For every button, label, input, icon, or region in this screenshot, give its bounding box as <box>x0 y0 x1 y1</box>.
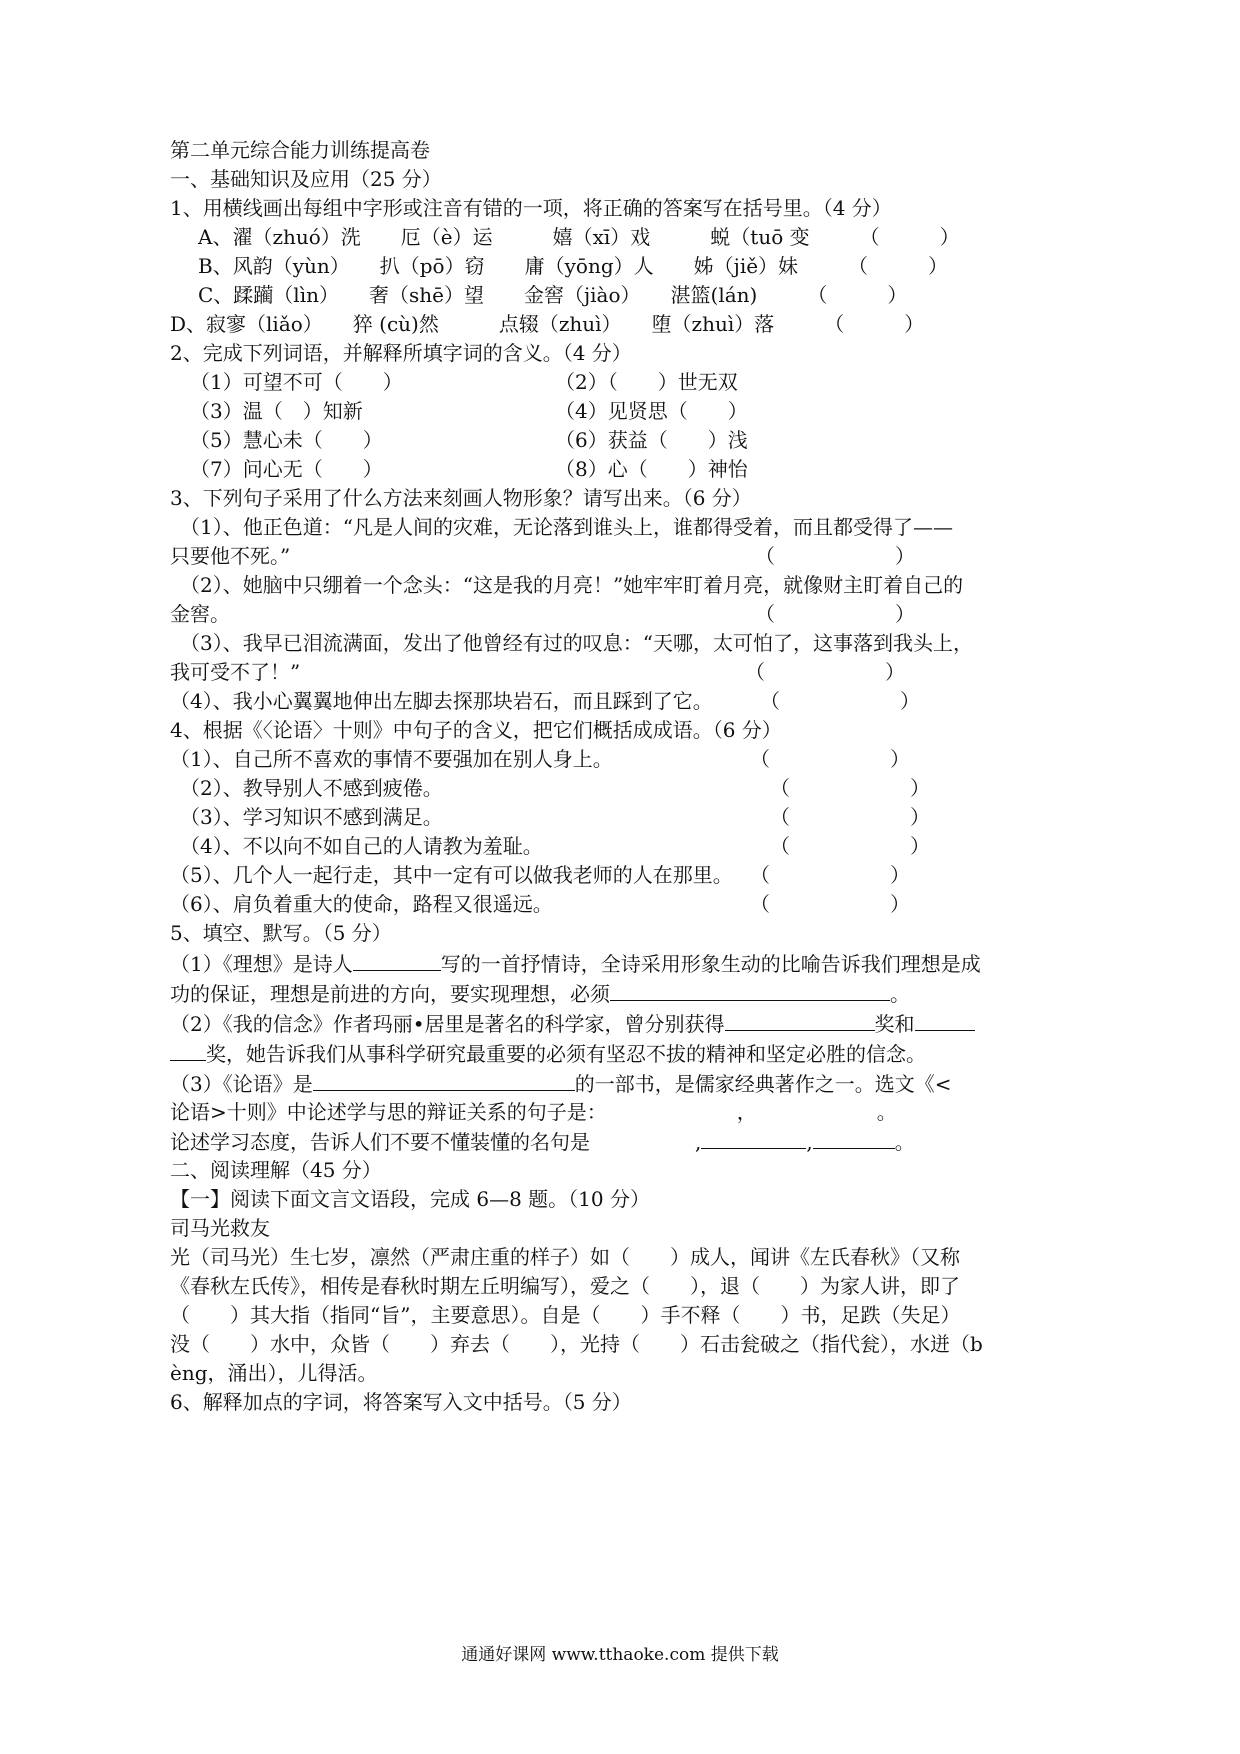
answer-paren: （ ） <box>770 776 930 800</box>
q5-line: （1）《理想》是诗人 写的一首抒情诗，全诗采用形象生动的比喻告诉我们理想是成 <box>170 952 981 976</box>
passage-line: 没（ ）水中，众皆（ ）弃去（ ），光持（ ）石击瓮破之（指代瓮），水迸（b <box>170 1332 983 1356</box>
question-3-stem: 3、下列句子采用了什么方法来刻画人物形象？请写出来。（6 分） <box>170 486 752 510</box>
q5-line: （2）《我的信念》作者玛丽•居里是著名的科学家，曾分别获得 奖和 <box>170 1010 975 1037</box>
passage-title: 司马光救友 <box>170 1216 270 1240</box>
q2-item: （2）（ ）世无双 <box>555 370 738 394</box>
q5-line: 论语>十则》中论述学与思的辩证关系的句子是： ， 。 <box>170 1100 897 1124</box>
answer-paren: （ ） <box>745 660 905 684</box>
q5-line: 奖，她告诉我们从事科学研究最重要的必须有坚忍不拔的精神和坚定必胜的信念。 <box>170 1040 926 1067</box>
q5-line: 功的保证，理想是前进的方向，要实现理想，必须 。 <box>170 982 910 1006</box>
fill-blank <box>313 1070 575 1091</box>
passage-line: 《春秋左氏传》，相传是春秋时期左丘明编写），爱之（ ），退（ ）为家人讲，即了 <box>170 1274 960 1298</box>
q2-item: （5）慧心未（ ） <box>190 428 383 452</box>
page-footer: 通通好课网 www.tthaoke.com 提供下载 <box>461 1645 779 1665</box>
exam-title: 第二单元综合能力训练提高卷 <box>170 138 430 162</box>
q1-option-d: D、寂寥（liǎo） 猝 (cù)然 点辍（zhuì） 堕（zhuì）落 （ ） <box>170 312 925 336</box>
answer-paren: （ ） <box>755 544 915 568</box>
q3-sentence: （4）、我小心翼翼地伸出左脚去探那块岩石，而且踩到了它。 <box>170 689 713 713</box>
q1-option-c: C、蹂躏（lìn） 奢（shē）望 金窖（jiào） 湛篮(lán) （ ） <box>198 283 908 307</box>
section-heading: 一、基础知识及应用（25 分） <box>170 167 442 191</box>
answer-paren: （ ） <box>750 892 910 916</box>
fill-blank <box>701 1128 806 1149</box>
question-6-stem: 6、解释加点的字词，将答案写入文中括号。（5 分） <box>170 1390 632 1414</box>
fill-blank <box>813 1128 895 1149</box>
fill-blank <box>725 1010 875 1031</box>
answer-paren: （ ） <box>755 602 915 626</box>
section-heading: 二、阅读理解（45 分） <box>170 1158 382 1182</box>
answer-paren: （ ） <box>760 689 920 713</box>
fill-blank <box>915 1010 975 1031</box>
q2-item: （4）见贤思（ ） <box>555 399 748 423</box>
q4-item: （5）、几个人一起行走，其中一定有可以做我老师的人在那里。 <box>170 863 733 887</box>
q2-item: （7）问心无（ ） <box>190 457 383 481</box>
answer-paren: （ ） <box>750 747 910 771</box>
q1-option-a: A、濯（zhuó）洗 厄（è）运 嬉（xī）戏 蜕（tuō 变 （ ） <box>198 225 960 249</box>
question-1-stem: 1、用横线画出每组中字形或注音有错的一项，将正确的答案写在括号里。（4 分） <box>170 196 892 220</box>
q2-item: （1）可望不可（ ） <box>190 370 403 394</box>
fill-blank <box>170 1040 206 1061</box>
q3-sentence: （3）、我早已泪流满面，发出了他曾经有过的叹息：“天哪，太可怕了，这事落到我头上， <box>180 631 973 655</box>
fill-blank <box>610 980 890 1001</box>
q4-item: （2）、教导别人不感到疲倦。 <box>180 776 443 800</box>
question-5-stem: 5、填空、默写。（5 分） <box>170 921 392 945</box>
q1-option-b: B、风韵（yùn） 扒（pō）窃 庸（yōng）人 姊（jiě）妹 （ ） <box>198 254 949 278</box>
q5-line: （3）《论语》是 的一部书，是儒家经典著作之一。选文《< <box>170 1072 952 1096</box>
fill-blank <box>353 950 441 971</box>
q2-item: （3）温（ ）知新 <box>190 399 363 423</box>
q3-sentence: 只要他不死。” <box>170 544 291 568</box>
answer-paren: （ ） <box>750 863 910 887</box>
question-4-stem: 4、根据《〈论语〉十则》中句子的含义，把它们概括成成语。（6 分） <box>170 718 782 742</box>
q4-item: （6）、肩负着重大的使命，路程又很遥远。 <box>170 892 553 916</box>
q4-item: （1）、自己所不喜欢的事情不要强加在别人身上。 <box>170 747 613 771</box>
passage-line: èng，涌出），儿得活。 <box>170 1361 378 1385</box>
q3-sentence: （2）、她脑中只绷着一个念头：“这是我的月亮！”她牢牢盯着月亮，就像财主盯着自己的 <box>180 573 964 597</box>
q2-item: （8）心（ ）神怡 <box>555 457 748 481</box>
question-2-stem: 2、完成下列词语，并解释所填字词的含义。（4 分） <box>170 341 632 365</box>
q5-line: 论述学习态度，告诉人们不要不懂装懂的名句是 , , 。 <box>170 1130 915 1154</box>
q3-sentence: （1）、他正色道：“凡是人间的灾难，无论落到谁头上，谁都得受着，而且都受得了—— <box>180 515 953 539</box>
answer-paren: （ ） <box>770 834 930 858</box>
q4-item: （3）、学习知识不感到满足。 <box>180 805 443 829</box>
passage-line: （ ）其大指（指同“旨”，主要意思）。自是（ ）手不释（ ）书，足跌（失足） <box>170 1303 961 1327</box>
q2-item: （6）获益（ ）浅 <box>555 428 748 452</box>
q3-sentence: 我可受不了！” <box>170 660 301 684</box>
answer-paren: （ ） <box>770 805 930 829</box>
q4-item: （4）、不以向不如自己的人请教为羞耻。 <box>180 834 543 858</box>
reading-part-heading: 【一】阅读下面文言文语段，完成 6—8 题。（10 分） <box>170 1187 650 1211</box>
q3-sentence: 金窖。 <box>170 602 230 626</box>
passage-line: 光（司马光）生七岁，凛然（严肃庄重的样子）如（ ）成人，闻讲《左氏春秋》（又称 <box>170 1245 960 1269</box>
